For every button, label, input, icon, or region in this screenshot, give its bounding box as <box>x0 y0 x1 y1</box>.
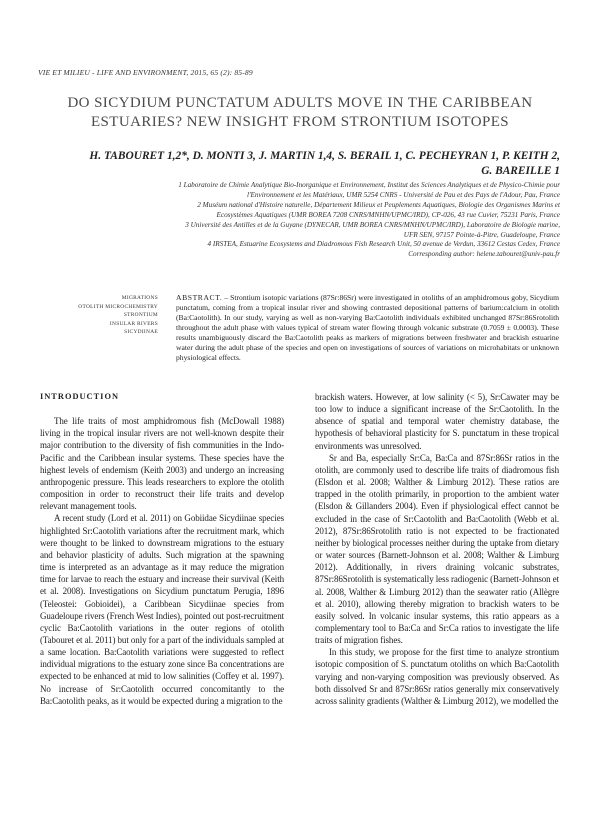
affiliation-line: 1 Laboratoire de Chimie Analytique Bio-Inorganique et Environnement, Institut des Sciences Analytiques et de Physico-Chimie pour <box>178 181 560 189</box>
paragraph: Sr and Ba, especially Sr:Ca, Ba:Ca and 87Sr:86Sr ratios in the otolith, are commonly used to describe life traits of diadromous fish (Elsdon et al. 2008; Walther & Limburg 2012). These ratios are trapped in the otolith primarily, in proportion to the ambient water (Elsdon & Gillanders 2004). Even if physiological effect cannot be excluded in the case of Sr:Caotolith and Ba:Caotolith (Webb et al. 2012), 87Sr:86Srotolith ratio is not expected to be fractionated neither by biological processes neither during the uptake from dietary or water sources (Barnett-Johnson et al. 2008; Walther & Limburg 2012). Additionally, in rivers draining volcanic substrates, 87Sr:86Srotolith is systematically less radiogenic (Barnett-Johnson et al. 2008, Walther & Limburg 2012) than the seawater ratio (Allègre et al. 2010), allowing thereby migration to brackish waters to be easily solved. In volcanic insular systems, this ratio appears as a complementary tool to Ba:Ca and Sr:Ca ratios to investigate the life traits of migration fishes. <box>315 452 559 646</box>
affiliation-line: Ecosystèmes Aquatiques (UMR BOREA 7208 CNRS/MNHN/UPMC/IRD), CP-026, 43 rue Cuvier, 75231 Paris, France <box>216 210 560 219</box>
paragraph: A recent study (Lord et al. 2011) on Gobiidae Sicydiinae species highlighted Sr:Caotolith variations after the recruitment mark, which were thought to be linked to downstream migrations to the estuary and behavior plasticity of adults. Such migration at the spawning time is interpreted as an advantage as it may reduce the migration time for larvae to reach the estuary and increase their survival (Keith et al. 2008). Investigations on Sicydium punctatum Perugia, 1896 (Teleostei: Gobioidei), a Caribbean Sicydiinae species from Guadeloupe rivers (French West Indies), pointed out post-recruitment cyclic Ba:Caotolith variations in the outer regions of otolith (Tabouret et al. 2011) but only for a part of the individuals sampled at a same location. Ba:Caotolith variations were suggested to reflect individual migrations to the estuary zone since Ba concentrations are expected to be enhanced at mid to low salinities (Coffey et al. 1997). No increase of Sr:Caotolith occurred concomitantly to the Ba:Caotolith peaks, as it would be expected during a migration to the <box>40 513 284 706</box>
authors-line-2: G. BAREILLE 1 <box>481 165 560 177</box>
affiliations <box>40 181 560 260</box>
keyword: MIGRATIONS <box>121 295 158 301</box>
abstract-text: – Strontium isotopic variations (87Sr:86Sr) were investigated in otoliths of an amphidromous goby, Sicydium punctatum, coming from a tropical insular river and showing contrasted depositional patterns of barium:calcium in otolith (Ba:Caotolith). In our study, varying as well as non-varying Ba:Caotolith individuals exhibited unchanged 87Sr:86Srotolith throughout the adult phase with values typical of stream water flowing through volcanic substrate (0.7059 ± 0.0003). These results unambiguously discard the Ba:Caotolith peaks as markers of migrations between freshwater and brackish estuarine water during the adult phase of the species and open on investigations of sources of variations on microhabitats or unknown physiological effects. <box>176 293 559 363</box>
title-line-2: ESTUARIES? NEW INSIGHT FROM STRONTIUM ISOTOPES <box>90 114 509 130</box>
body-column-left <box>40 391 284 707</box>
corresponding-author: Corresponding author: helene.tabouret@univ-pau.fr <box>408 250 560 259</box>
keyword: INSULAR RIVERS <box>109 320 158 327</box>
affiliation-line: 2 Muséum national d'Histoire naturelle, Département Milieux et Peuplements Aquatiques, Biologie des Organismes Marins et <box>197 200 560 209</box>
affiliation-line: 4 IRSTEA, Estuarine Ecosystems and Diadromous Fish Research Unit, 50 avenue de Verdun, 33612 Cestas Cedex, France <box>207 240 560 249</box>
keyword: OTOLITH MICROCHEMISTRY <box>78 303 158 310</box>
author-list <box>40 149 560 179</box>
paragraph: brackish waters. However, at low salinity (< 5), Sr:Cawater may be too low to induce a significant increase of the Sr:Caotolith. In the absence of spatial and temporal water chemistry database, the hypothesis of behavioral plasticity for S. punctatum in these tropical environments was unresolved. <box>315 392 559 451</box>
abstract-label: ABSTRACT. <box>176 293 223 302</box>
abstract <box>176 293 559 363</box>
title-line-1: DO SICYDIUM PUNCTATUM ADULTS MOVE IN THE CARIBBEAN <box>67 95 533 111</box>
affiliation-line: l'Environnement et les Matériaux, UMR 5254 CNRS - Université de Pau et des Pays de l'Adour, Pau, France <box>247 190 560 199</box>
running-head: VIE ET MILIEU - LIFE AND ENVIRONMENT, 2015, 65 (2): 85-89 <box>38 68 253 77</box>
section-heading-introduction: INTRODUCTION <box>40 392 120 401</box>
affiliation-line: UFR SEN, 97157 Pointe-à-Pitre, Guadeloupe, France <box>403 230 560 239</box>
article-title <box>40 94 560 132</box>
keywords-list <box>40 294 158 337</box>
body-column-right <box>315 391 559 707</box>
keyword: STRONTIUM <box>123 312 158 319</box>
affiliation-line: 3 Université des Antilles et de la Guyane (DYNECAR, UMR BOREA CNRS/MNHN/UPMC/IRD), Laboratoire de Biologie marine, <box>185 220 560 229</box>
paragraph: The life traits of most amphidromous fish (McDowall 1988) living in the tropical insular rivers are not well-known despite their major contribution to the diversity of fish communities in the Indo-Pacific and the Caribbean insular systems. These species have the highest levels of endemism (Keith 2003) and undergo an increasing anthropogenic pressure. This leads researchers to explore the otolith composition in order to reconstruct their life traits and develop relevant management tools. <box>40 416 284 512</box>
authors-line-1: H. TABOURET 1,2*, D. MONTI 3, J. MARTIN 1,4, S. BERAIL 1, C. PECHEYRAN 1, P. KEITH 2, <box>89 150 560 162</box>
paragraph: In this study, we propose for the first time to analyze strontium isotopic composition of S. punctatum otoliths on which Ba:Caotolith varying and non-varying composition was previously observed. As both dissolved Sr and 87Sr:86Sr ratios generally mix conservatively across salinity gradients (Walther & Limburg 2012), we modelled the <box>315 647 559 706</box>
keyword: SICYDIINAE <box>124 329 158 336</box>
